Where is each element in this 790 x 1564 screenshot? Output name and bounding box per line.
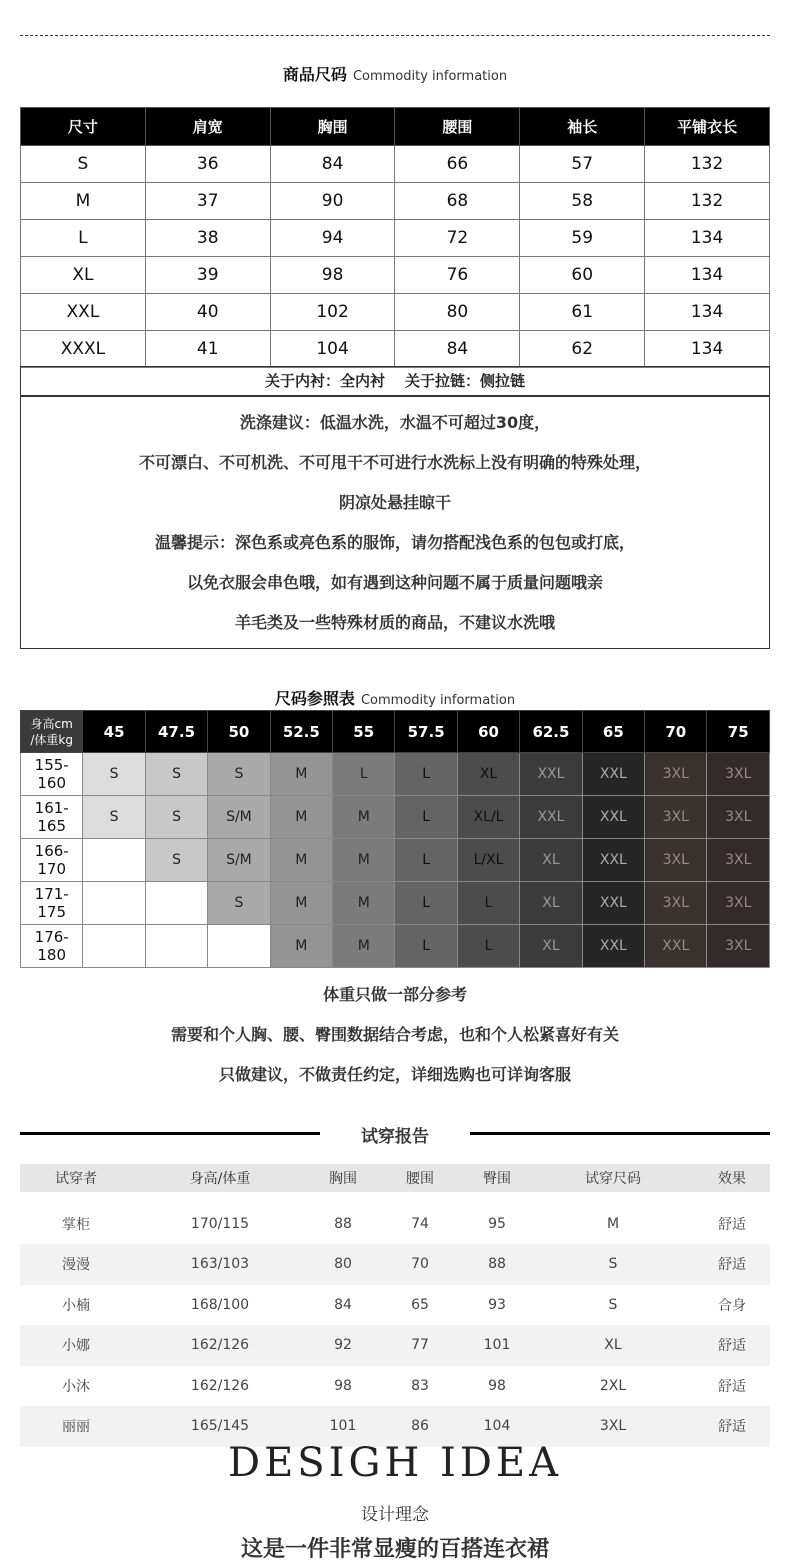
report-header-cell: 试穿者 xyxy=(20,1164,132,1192)
reference-row xyxy=(21,882,770,925)
report-cell: M xyxy=(606,1216,620,1232)
size-table-row xyxy=(21,257,770,294)
size-table-cell: 39 xyxy=(145,257,270,294)
reference-size-cell: S xyxy=(208,882,270,925)
commodity-title-zh: 商品尺码 xyxy=(282,65,347,84)
size-table-cell: 134 xyxy=(645,294,770,331)
reference-size-cell: M xyxy=(333,882,395,925)
size-table-cell: 72 xyxy=(395,220,520,257)
report-header-cell: 腰围 xyxy=(378,1164,462,1192)
report-cell: 舒适 xyxy=(718,1217,746,1233)
report-header-row xyxy=(20,1164,770,1192)
size-table-cell: 60 xyxy=(520,257,645,294)
size-table-row xyxy=(21,331,770,368)
report-header-cell: 效果 xyxy=(694,1164,770,1192)
size-table-cell: 61 xyxy=(520,294,645,331)
reference-title-en: Commodity information xyxy=(360,693,516,708)
report-cell: 93 xyxy=(488,1296,506,1313)
reference-size-cell: M xyxy=(333,839,395,882)
size-table-cell: 59 xyxy=(520,220,645,257)
report-cell: 168/100 xyxy=(190,1296,250,1313)
reference-size-cell: L/XL xyxy=(457,839,519,882)
reference-size-cell: XL xyxy=(520,839,582,882)
reference-size-cell: 3XL xyxy=(645,882,707,925)
reference-size-cell: L xyxy=(395,925,457,968)
header-cell: 尺寸 xyxy=(21,108,146,146)
report-cell: 74 xyxy=(411,1216,429,1232)
reference-size-cell: XXL xyxy=(582,753,644,796)
size-table-cell: 36 xyxy=(145,146,270,183)
reference-size-cell: 3XL xyxy=(707,753,770,796)
reference-size-cell: S/M xyxy=(208,839,270,882)
commodity-section-title xyxy=(0,62,790,85)
size-table-cell: XL xyxy=(21,257,146,294)
reference-size-cell: M xyxy=(333,925,395,968)
size-table-cell: 68 xyxy=(395,183,520,220)
report-cell: 80 xyxy=(308,1244,378,1285)
report-cell: 104 xyxy=(462,1406,532,1447)
reference-size-cell: XXL xyxy=(582,839,644,882)
try-on-report-title: 试穿报告 xyxy=(361,1127,429,1147)
reference-size-cell: XL xyxy=(520,925,582,968)
try-on-report-table xyxy=(20,1164,770,1447)
size-table-cell: 94 xyxy=(270,220,395,257)
size-table-body xyxy=(21,146,770,368)
report-cell: 88 xyxy=(334,1216,352,1232)
reference-size-cell: S/M xyxy=(208,796,270,839)
weight-header-cell: 52.5 xyxy=(270,711,332,753)
report-cell: 掌柜 xyxy=(62,1217,90,1233)
reference-size-cell: XXL xyxy=(645,925,707,968)
reference-size-cell: 3XL xyxy=(645,839,707,882)
report-header-cell: 臀围 xyxy=(462,1164,532,1192)
reference-size-cell: XL xyxy=(520,882,582,925)
reference-row xyxy=(21,925,770,968)
report-cell: 小娜 xyxy=(20,1325,132,1366)
header-cell: 袖长 xyxy=(520,108,645,146)
report-cell: 合身 xyxy=(718,1297,746,1314)
reference-section-title xyxy=(0,686,790,709)
size-table-row xyxy=(21,146,770,183)
reference-size-cell xyxy=(83,925,145,968)
weight-header-cell: 45 xyxy=(83,711,145,753)
report-cell: 84 xyxy=(334,1296,352,1313)
size-table-row xyxy=(21,220,770,257)
lining-info: 关于内衬：全内衬 xyxy=(264,372,385,390)
weight-header-cell: 50 xyxy=(208,711,270,753)
report-cell: 83 xyxy=(411,1377,429,1394)
size-table-cell: 41 xyxy=(145,331,270,368)
care-line: 以免衣服会串色哦，如有遇到这种问题不属于质量问题哦亲 xyxy=(186,573,603,592)
size-table-cell: 132 xyxy=(645,183,770,220)
report-cell: 漫漫 xyxy=(20,1244,132,1285)
size-table-cell: 76 xyxy=(395,257,520,294)
weight-header-cell: 60 xyxy=(457,711,519,753)
design-idea-next-line: 这是一件非常显瘦的百搭连衣裙 xyxy=(240,1537,549,1562)
reference-size-cell: M xyxy=(333,796,395,839)
report-cell: 163/103 xyxy=(132,1244,308,1285)
size-table-cell: L xyxy=(21,220,146,257)
report-cell: 92 xyxy=(308,1325,378,1366)
reference-size-cell: XXL xyxy=(520,796,582,839)
size-table-cell: M xyxy=(21,183,146,220)
zipper-info: 关于拉链：侧拉链 xyxy=(405,372,526,390)
try-on-report-heading xyxy=(0,1120,790,1146)
report-row xyxy=(20,1366,770,1407)
report-cell: 162/126 xyxy=(190,1377,250,1394)
reference-size-cell: M xyxy=(270,796,332,839)
care-line: 羊毛类及一些特殊材质的商品，不建议水洗哦 xyxy=(234,613,555,632)
size-table-cell: 57 xyxy=(520,146,645,183)
reference-note: 需要和个人胸、腰、臀围数据结合考虑，也和个人松紧喜好有关 xyxy=(170,1025,619,1044)
size-table-cell: 134 xyxy=(645,257,770,294)
reference-size-cell: S xyxy=(145,839,207,882)
reference-size-cell: S xyxy=(208,753,270,796)
reference-size-cell: M xyxy=(270,925,332,968)
heading-bar-left xyxy=(20,1132,320,1135)
report-cell: 舒适 xyxy=(718,1378,746,1395)
reference-corner-cell xyxy=(21,711,83,753)
lining-zipper-info xyxy=(20,366,770,396)
reference-size-cell: L xyxy=(457,925,519,968)
size-table-cell: 84 xyxy=(270,146,395,183)
report-cell: XL xyxy=(532,1325,694,1366)
report-cell: 舒适 xyxy=(694,1325,770,1366)
report-cell: 88 xyxy=(462,1244,532,1285)
report-cell: 3XL xyxy=(532,1406,694,1447)
size-table-cell: 90 xyxy=(270,183,395,220)
height-range-cell: 171-175 xyxy=(21,882,83,925)
reference-row xyxy=(21,839,770,882)
report-cell: 丽丽 xyxy=(20,1406,132,1447)
reference-size-cell xyxy=(83,839,145,882)
commodity-title-en: Commodity information xyxy=(352,69,508,84)
report-cell: 小楠 xyxy=(62,1297,90,1314)
report-cell: S xyxy=(532,1244,694,1285)
height-range-cell: 155-160 xyxy=(21,753,83,796)
report-header-cell: 胸围 xyxy=(308,1164,378,1192)
corner-weight-label: /体重kg xyxy=(30,732,74,747)
reference-size-cell: XL xyxy=(457,753,519,796)
reference-size-cell: S xyxy=(145,796,207,839)
size-table-cell: 40 xyxy=(145,294,270,331)
report-cell: 162/126 xyxy=(132,1325,308,1366)
size-table-cell: 38 xyxy=(145,220,270,257)
report-header-cell: 身高/体重 xyxy=(132,1164,308,1192)
report-cell: 170/115 xyxy=(190,1216,250,1232)
reference-size-cell xyxy=(145,882,207,925)
size-table-cell: 37 xyxy=(145,183,270,220)
care-line: 阴凉处悬挂晾干 xyxy=(338,493,451,512)
height-range-cell: 166-170 xyxy=(21,839,83,882)
reference-size-cell xyxy=(145,925,207,968)
report-cell: 165/145 xyxy=(132,1406,308,1447)
report-cell: 70 xyxy=(378,1244,462,1285)
weight-header-cell: 57.5 xyxy=(395,711,457,753)
size-reference-table xyxy=(20,710,770,968)
reference-size-cell xyxy=(208,925,270,968)
reference-size-cell: 3XL xyxy=(707,882,770,925)
size-table-cell: XXL xyxy=(21,294,146,331)
reference-size-cell: M xyxy=(270,882,332,925)
size-table-cell: S xyxy=(21,146,146,183)
report-cell: 101 xyxy=(462,1325,532,1366)
report-cell: 98 xyxy=(334,1377,352,1394)
size-table-cell: 62 xyxy=(520,331,645,368)
reference-row xyxy=(21,796,770,839)
reference-title-zh: 尺码参照表 xyxy=(274,689,355,708)
report-cell: S xyxy=(608,1296,618,1313)
report-table-body xyxy=(20,1192,770,1447)
reference-size-cell: S xyxy=(145,753,207,796)
size-table-row xyxy=(21,294,770,331)
size-table-cell: 98 xyxy=(270,257,395,294)
reference-size-cell: L xyxy=(395,839,457,882)
size-table-row xyxy=(21,183,770,220)
reference-size-cell: M xyxy=(270,753,332,796)
weight-header-cell: 47.5 xyxy=(145,711,207,753)
size-table-cell: XXXL xyxy=(21,331,146,368)
reference-size-cell: L xyxy=(457,882,519,925)
size-table-header-row xyxy=(21,108,770,146)
reference-size-cell: XXL xyxy=(520,753,582,796)
reference-size-cell: XXL xyxy=(582,925,644,968)
reference-size-cell: 3XL xyxy=(645,753,707,796)
corner-height-label: 身高cm xyxy=(30,716,73,731)
report-cell: 小沐 xyxy=(62,1378,90,1395)
size-table-cell: 134 xyxy=(645,220,770,257)
size-table-cell: 102 xyxy=(270,294,395,331)
weight-header-cell: 65 xyxy=(582,711,644,753)
report-row xyxy=(20,1325,770,1366)
report-cell: 舒适 xyxy=(694,1244,770,1285)
reference-header-row xyxy=(21,711,770,753)
reference-size-cell: L xyxy=(333,753,395,796)
report-cell: 95 xyxy=(488,1216,506,1232)
size-table-cell: 132 xyxy=(645,146,770,183)
report-row xyxy=(20,1285,770,1326)
header-cell: 胸围 xyxy=(270,108,395,146)
reference-size-cell: 3XL xyxy=(707,839,770,882)
report-cell: 舒适 xyxy=(694,1406,770,1447)
report-cell: 101 xyxy=(308,1406,378,1447)
reference-note: 只做建议，不做责任约定，详细选购也可详询客服 xyxy=(218,1065,571,1084)
size-table-cell: 134 xyxy=(645,331,770,368)
reference-table-body xyxy=(21,753,770,968)
design-idea-subtitle: 设计理念 xyxy=(361,1505,429,1525)
heading-bar-right xyxy=(470,1132,770,1135)
care-line: 洗涤建议：低温水洗，水温不可超过30度， xyxy=(239,413,551,432)
weight-header-cell: 70 xyxy=(645,711,707,753)
report-cell: 65 xyxy=(411,1296,429,1313)
reference-size-cell: S xyxy=(83,796,145,839)
report-cell: 86 xyxy=(378,1406,462,1447)
reference-row xyxy=(21,753,770,796)
header-cell: 肩宽 xyxy=(145,108,270,146)
height-range-cell: 161-165 xyxy=(21,796,83,839)
size-table xyxy=(20,107,770,368)
reference-size-cell: 3XL xyxy=(707,796,770,839)
reference-size-cell: L xyxy=(395,753,457,796)
reference-notes xyxy=(0,980,790,1100)
weight-header-cell: 62.5 xyxy=(520,711,582,753)
size-table-cell: 104 xyxy=(270,331,395,368)
reference-size-cell xyxy=(83,882,145,925)
care-line: 不可漂白、不可机洗、不可甩干不可进行水洗标上没有明确的特殊处理， xyxy=(138,453,651,472)
report-cell: 2XL xyxy=(599,1377,627,1394)
report-row xyxy=(20,1192,770,1244)
care-instructions xyxy=(20,396,770,649)
size-table-cell: 84 xyxy=(395,331,520,368)
weight-header-cell: 75 xyxy=(707,711,770,753)
care-line: 温馨提示：深色系或亮色系的服饰，请勿搭配浅色系的包包或打底， xyxy=(154,533,635,552)
design-idea-title: DESIGH IDEA xyxy=(228,1440,562,1486)
reference-size-cell: L xyxy=(395,882,457,925)
report-header-cell: 试穿尺码 xyxy=(532,1164,694,1192)
report-cell: 98 xyxy=(488,1377,506,1394)
report-row xyxy=(20,1244,770,1285)
reference-size-cell: XXL xyxy=(582,882,644,925)
reference-size-cell: 3XL xyxy=(645,796,707,839)
top-dashed-divider xyxy=(20,35,770,36)
reference-size-cell: 3XL xyxy=(707,925,770,968)
size-table-cell: 58 xyxy=(520,183,645,220)
report-cell: 77 xyxy=(378,1325,462,1366)
reference-size-cell: XL/L xyxy=(457,796,519,839)
reference-size-cell: L xyxy=(395,796,457,839)
header-cell: 腰围 xyxy=(395,108,520,146)
size-table-cell: 66 xyxy=(395,146,520,183)
reference-size-cell: XXL xyxy=(582,796,644,839)
reference-size-cell: S xyxy=(83,753,145,796)
reference-note: 体重只做一部分参考 xyxy=(322,985,467,1004)
height-range-cell: 176-180 xyxy=(21,925,83,968)
header-cell: 平铺衣长 xyxy=(645,108,770,146)
size-table-cell: 80 xyxy=(395,294,520,331)
weight-header-cell: 55 xyxy=(333,711,395,753)
reference-size-cell: M xyxy=(270,839,332,882)
